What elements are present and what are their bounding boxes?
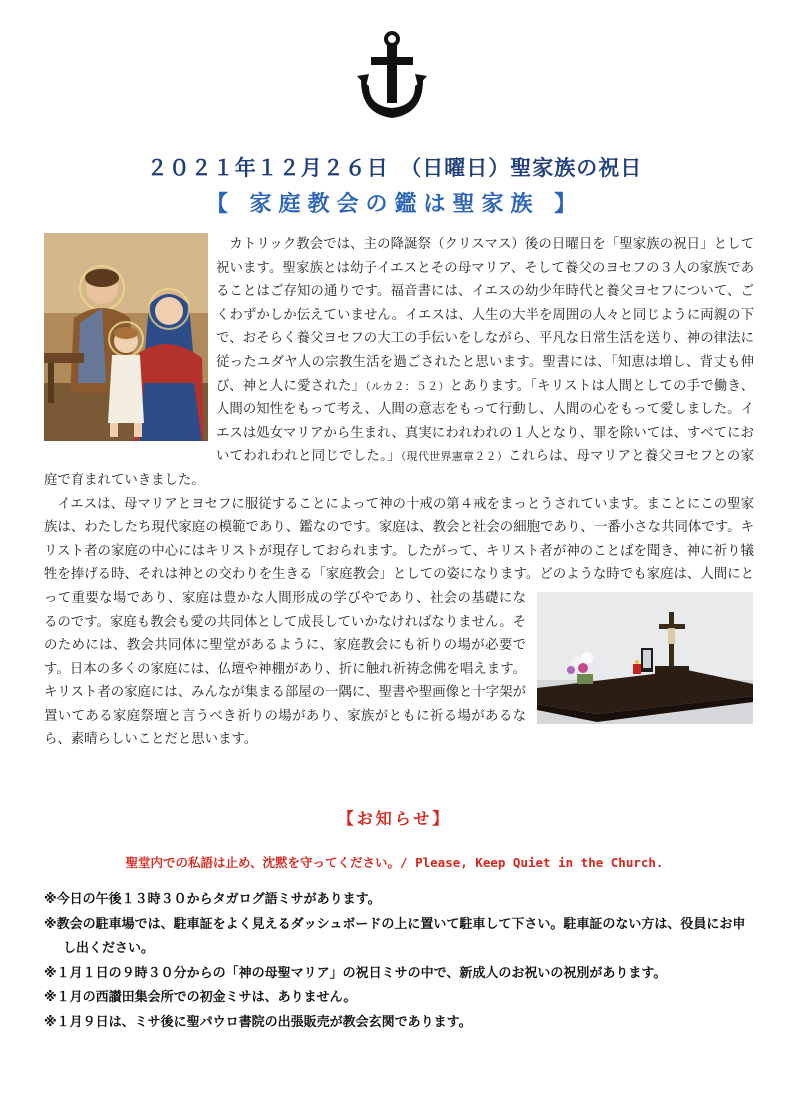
paragraph-2: イエスは、母マリアとヨセフに服従することによって神の十戒の第４戒をまっとうされています。まことにこの聖家族は、わたしたち現代家庭の模範であり、鑑なのです。家庭は、教会と社会の細胞であり、一番小さな共同体です。キリスト者の家庭の中心にはキリストが現存しておられます。したがって、キリスト者が神のことばを聞き、神に祈り犠牲を捧げる時、それは神との交わりを生きる「家庭教会」としての姿になります。どのような時でも家庭は、人間にとって重要な場であり、家庭は豊かな人間形成の学びやであり、社会の基礎になるのです。家庭も教会も愛の共同体として成長していかなければなりません。そのためには、教会共同体に聖堂があるように、家庭教会にも祈りの場が必要です。日本の多くの家庭には、仏壇や神棚があり、折に触れ祈祷念佛を唱えます。キリスト者の家庭には、みんなが集まる部屋の一隅に、聖書や聖画像と十字架が置いてある家庭祭壇と言うべき祈りの場があり、家族がともに祈る場があるなら、素晴らしいことだと思います。 xyxy=(44,496,754,748)
notice-item: ※今日の午後１３時３０からタガログ語ミサがあります。 xyxy=(44,892,381,907)
paragraph-1-mid: とあります。「キリストは人間としての手で働き、人間の知性をもって考え、人間の意志をもって行動し、人間の心をもって愛しました。イエスは処女マリアから生まれ、真実にわれわれの１人となり、罪を除いては、すべてにおいてわれわれと同じでした。」 xyxy=(216,378,754,465)
notice-list xyxy=(44,888,756,1035)
citation-luke: （ルカ２：５２） xyxy=(365,379,450,393)
paragraph-1-end: これらは、母マリアと養父ヨセフとの家庭で育まれていきました。 xyxy=(44,449,755,488)
article-body xyxy=(44,233,754,752)
citation-gaudium: （現代世界憲章２２） xyxy=(400,450,509,464)
notice-item: ※１月１日の９時３０分からの「神の母聖マリア」の祝日ミサの中で、新成人のお祝いの祝別があります。 xyxy=(44,965,667,981)
anchor-icon xyxy=(357,30,427,122)
theme-title: 【 家庭教会の鑑は聖家族 】 xyxy=(205,192,584,217)
notice-item: ※教会の駐車場では、駐車証をよく見えるダッシュボードの上に置いて駐車して下さい。駐車証のない方は、役員にお申し出ください。 xyxy=(44,916,746,956)
notice-item: ※１月の西讃田集会所での初金ミサは、ありません。 xyxy=(44,990,357,1005)
paragraph-1-main: カトリック教会では、主の降誕祭（クリスマス）後の日曜日を「聖家族の祝日」として祝います。聖家族とは幼子イエスとその母マリア、そして養父のヨセフの３人の家族であることはご存知の通りです。福音書には、イエスの幼少年時代と養父ヨセフについて、ごくわずかしか伝えていません。イエスは、人生の大半を周囲の人々と同じように両親の下で、おそらく養父ヨセフの大工の手伝いをしながら、平凡な日常生活を送り、神の律法に従ったユダヤ人の宗教生活を過ごされたと思います。聖書には、「知恵は増し、背丈も伸び、神と人に愛された」 xyxy=(216,237,754,394)
notice-item: ※１月９日は、ミサ後に聖パウロ書院の出張販売が教会玄関であります。 xyxy=(44,1014,472,1030)
image-spacer-left xyxy=(44,233,216,447)
date-title: ２０２１年１２月２６日 （日曜日）聖家族の祝日 xyxy=(146,156,643,180)
image-spacer-right xyxy=(526,592,754,722)
notice-heading: 【お知らせ】 xyxy=(337,809,452,828)
quiet-notice: 聖堂内での私語は止め、沈黙を守ってください。/ Please, Keep Quiet in the Church. xyxy=(125,855,664,870)
